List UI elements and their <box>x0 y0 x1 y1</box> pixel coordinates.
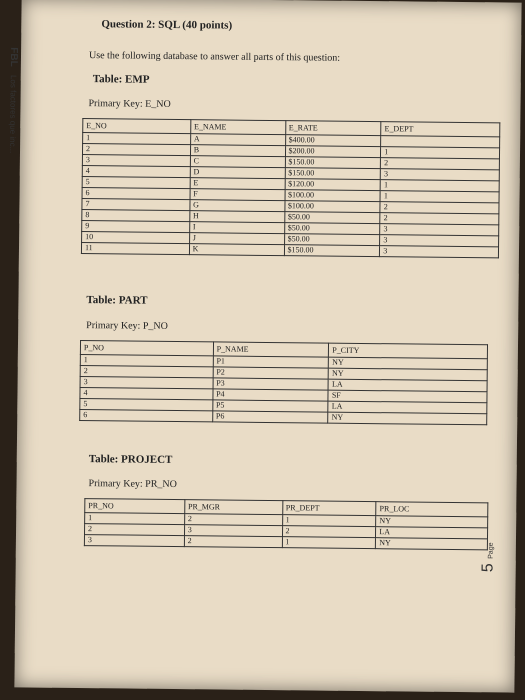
emp-cell: 1 <box>381 147 500 159</box>
part-table <box>79 340 488 425</box>
emp-cell: $50.00 <box>284 212 380 224</box>
emp-header-cell: E_NO <box>83 119 191 134</box>
emp-table-title: Table: EMP <box>92 73 150 86</box>
project-cell: NY <box>376 516 488 528</box>
emp-cell: 4 <box>82 166 190 178</box>
emp-cell: 2 <box>380 213 499 225</box>
emp-cell: 3 <box>82 155 190 167</box>
part-cell: 2 <box>80 366 213 378</box>
project-cell: NY <box>376 538 488 550</box>
part-cell: P3 <box>213 378 329 390</box>
part-cell: NY <box>329 368 488 381</box>
project-header-cell: PR_MGR <box>184 500 282 515</box>
exam-page <box>7 0 521 693</box>
part-cell: P4 <box>213 389 329 401</box>
emp-cell: $400.00 <box>285 135 381 147</box>
emp-header-cell: E_DEPT <box>381 122 500 137</box>
emp-cell: E <box>190 178 285 190</box>
emp-cell: 1 <box>83 133 191 145</box>
part-header-cell: P_NAME <box>213 342 329 357</box>
project-cell: 2 <box>282 526 376 538</box>
emp-cell: 6 <box>82 188 190 200</box>
emp-cell: 2 <box>381 158 500 170</box>
emp-cell: 8 <box>82 210 190 222</box>
emp-cell: 3 <box>380 224 499 236</box>
emp-cell: $50.00 <box>284 223 380 235</box>
emp-cell: 7 <box>82 199 190 211</box>
emp-cell: F <box>190 189 285 201</box>
part-cell: P6 <box>212 411 328 423</box>
part-cell: NY <box>328 412 487 425</box>
emp-cell: 2 <box>380 202 499 214</box>
emp-cell: C <box>190 156 285 168</box>
emp-cell: 2 <box>82 144 190 156</box>
emp-cell: 9 <box>82 221 190 233</box>
project-header-cell: PR_LOC <box>376 502 488 517</box>
question-title: Question 2: SQL (40 points) <box>101 18 233 32</box>
emp-cell: G <box>190 200 285 212</box>
emp-cell: $150.00 <box>285 157 381 169</box>
emp-cell: 3 <box>380 235 499 247</box>
project-primary-key: Primary Key: PR_NO <box>88 478 177 491</box>
project-cell: 3 <box>84 535 184 547</box>
part-cell: SF <box>328 390 487 403</box>
project-cell: 3 <box>184 525 282 537</box>
emp-cell: $150.00 <box>285 168 381 180</box>
emp-cell: 5 <box>82 177 190 189</box>
part-header-cell: P_CITY <box>329 343 488 359</box>
emp-cell: B <box>190 145 285 157</box>
emp-header-cell: E_RATE <box>285 121 381 136</box>
project-cell: 1 <box>85 513 185 525</box>
part-cell: P2 <box>213 367 329 379</box>
side-stamp-brand: FBL <box>7 47 20 67</box>
emp-cell: 1 <box>380 191 499 203</box>
part-cell: NY <box>329 357 488 370</box>
emp-table <box>81 118 500 258</box>
emp-cell: $200.00 <box>285 146 381 158</box>
project-header-cell: PR_NO <box>85 499 185 514</box>
emp-cell: D <box>190 167 285 179</box>
part-cell: 3 <box>80 377 213 389</box>
emp-cell: 1 <box>380 180 499 192</box>
project-cell: 1 <box>282 515 376 527</box>
part-cell: 4 <box>80 388 213 400</box>
instruction-text: Use the following database to answer all parts of this question: <box>88 50 341 64</box>
emp-header-cell: E_NAME <box>190 120 285 135</box>
side-stamp-text: Los factores que inc... <box>7 74 18 154</box>
part-cell: 6 <box>80 410 213 422</box>
emp-cell: $120.00 <box>285 179 381 191</box>
part-cell: LA <box>328 379 487 392</box>
emp-cell: 3 <box>380 246 499 258</box>
emp-cell: 10 <box>82 232 190 244</box>
part-cell: P5 <box>212 400 328 412</box>
part-cell: 1 <box>80 355 213 367</box>
page-number-value: 5 <box>479 563 497 573</box>
project-cell: 2 <box>184 536 282 548</box>
emp-cell: A <box>190 134 285 146</box>
project-cell: 1 <box>282 537 376 549</box>
side-stamp <box>7 47 19 153</box>
emp-cell: 11 <box>81 243 189 255</box>
emp-cell: 3 <box>381 169 500 181</box>
part-table-title: Table: PART <box>86 294 148 307</box>
emp-cell: H <box>189 211 284 223</box>
emp-cell: K <box>189 244 284 256</box>
emp-cell: $100.00 <box>285 190 381 202</box>
emp-cell: I <box>189 222 284 234</box>
project-table <box>84 498 488 550</box>
part-cell: P1 <box>213 356 329 368</box>
emp-cell: J <box>189 233 284 245</box>
project-cell: 2 <box>184 514 282 526</box>
project-cell: 2 <box>85 524 185 536</box>
project-cell: LA <box>376 527 488 539</box>
emp-cell: $100.00 <box>284 201 380 213</box>
part-primary-key: Primary Key: P_NO <box>86 320 168 332</box>
project-header-cell: PR_DEPT <box>282 501 376 516</box>
part-header-cell: P_NO <box>80 341 213 356</box>
emp-cell: $50.00 <box>284 234 380 246</box>
page-number <box>480 542 498 572</box>
part-cell: LA <box>328 401 487 414</box>
project-table-title: Table: PROJECT <box>88 453 173 467</box>
part-cell: 5 <box>80 399 213 411</box>
page-number-label: Page <box>487 542 496 559</box>
emp-cell: $150.00 <box>284 245 380 257</box>
emp-primary-key: Primary Key: E_NO <box>88 98 171 110</box>
